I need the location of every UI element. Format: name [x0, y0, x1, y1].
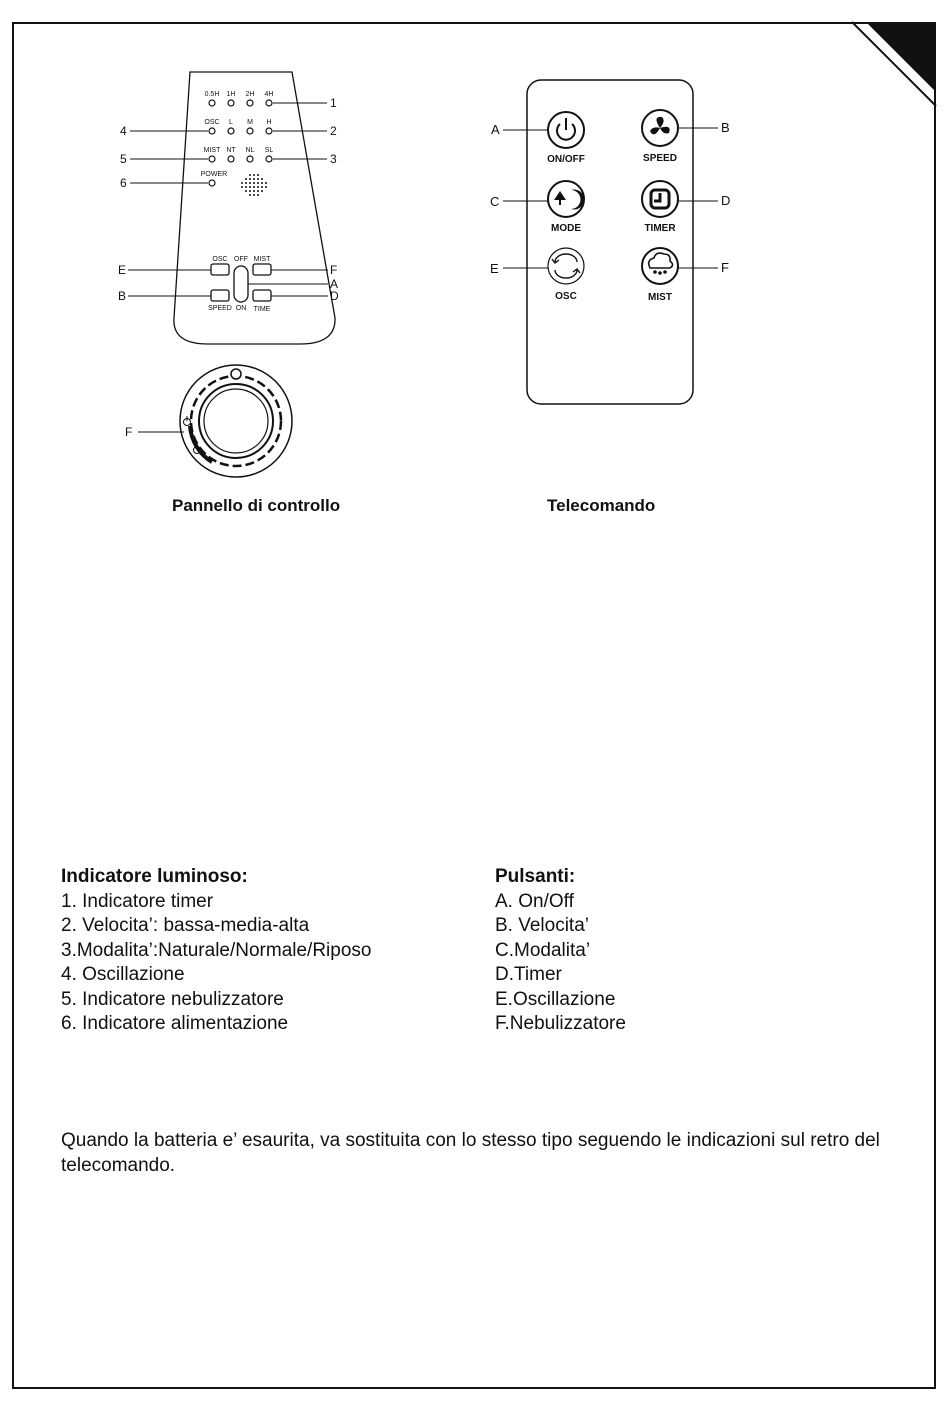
list-item: 2. Velocita’: bassa-media-alta: [61, 915, 310, 936]
speed-label: SPEED: [208, 305, 232, 312]
led-label: NT: [226, 147, 236, 154]
remote-callouts: [490, 120, 730, 276]
callout-5: 5: [120, 152, 127, 166]
led-label: NL: [245, 147, 255, 154]
on-off-label: ON/OFF: [547, 154, 585, 165]
timer-label: TIMER: [644, 223, 676, 234]
callout-knob-f: F: [125, 425, 133, 439]
panel-caption: Pannello di controllo: [172, 496, 341, 515]
speaker-grille: [241, 174, 267, 196]
callout-f: F: [330, 263, 338, 277]
led-label: M: [247, 119, 253, 126]
callout-1: 1: [330, 96, 337, 110]
callout-e: E: [118, 263, 127, 277]
led-label: 4H: [264, 91, 274, 98]
power-led-label: POWER: [200, 171, 228, 178]
diagram-figure: [0, 0, 950, 530]
led-label: SL: [264, 147, 274, 154]
mist-button: [253, 264, 271, 275]
callout-e: E: [490, 261, 499, 276]
osc-label: OSC: [212, 256, 228, 263]
time-label: TIME: [253, 306, 271, 313]
osc-label: OSC: [555, 291, 577, 302]
callout-b: B: [721, 120, 730, 135]
led-label: 1H: [226, 91, 236, 98]
callout-b: B: [118, 289, 127, 303]
list-item: 6. Indicatore alimentazione: [61, 1013, 289, 1034]
callout-d: D: [721, 193, 731, 208]
callout-3: 3: [330, 152, 337, 166]
timer-led-labels: [205, 91, 274, 98]
battery-note: Quando la batteria e’ esaurita, va sostituita con lo stesso tipo seguendo le indicazioni sul retro del telecomando.: [61, 1130, 880, 1176]
panel-buttons[interactable]: [211, 264, 271, 302]
mode-led-labels: [204, 147, 274, 154]
mode-button: [548, 181, 584, 217]
callout-4: 4: [120, 124, 127, 138]
list-item: B. Velocita’: [495, 915, 589, 936]
list-item: C.Modalita’: [495, 939, 591, 961]
led-callout-lines: [130, 103, 327, 183]
callout-d: D: [330, 289, 339, 303]
callout-f: F: [721, 260, 729, 275]
osc-button: [211, 264, 229, 275]
off-label: OFF: [234, 256, 248, 263]
led-label: L: [229, 119, 233, 126]
buttons-list: [495, 865, 626, 1037]
indicators-heading: Indicatore luminoso:: [61, 866, 248, 887]
led-label: H: [266, 119, 272, 126]
mist-label: MIST: [253, 256, 271, 263]
led-label: MIST: [203, 147, 221, 154]
list-item: E.Oscillazione: [495, 988, 616, 1010]
led-label: 0.5H: [204, 91, 220, 98]
callout-2: 2: [330, 124, 337, 138]
buttons-heading: Pulsanti:: [495, 866, 576, 887]
on-off-switch: [234, 266, 248, 302]
list-item: A. On/Off: [495, 890, 574, 912]
callout-a: A: [491, 122, 500, 137]
control-knob[interactable]: [180, 365, 292, 477]
list-item: D.Timer: [495, 964, 562, 985]
mode-label: MODE: [551, 223, 581, 234]
callout-a: A: [330, 277, 339, 291]
mist-label: MIST: [648, 292, 672, 303]
callout-6: 6: [120, 176, 127, 190]
on-label: ON: [235, 305, 247, 312]
list-item: F.Nebulizzatore: [495, 1013, 626, 1034]
speed-label: SPEED: [643, 153, 677, 164]
control-panel: [174, 72, 338, 344]
list-item: 1. Indicatore timer: [61, 890, 214, 912]
callout-c: C: [490, 194, 500, 209]
led-label: OSC: [204, 119, 220, 126]
remote-callout-lines: [503, 128, 718, 268]
remote-caption: Telecomando: [547, 496, 656, 515]
indicators-list: [61, 865, 371, 1037]
led-label: 2H: [245, 91, 255, 98]
list-item: 3.Modalita’:Naturale/Normale/Riposo: [61, 939, 372, 961]
speed-led-labels: [204, 119, 271, 126]
list-item: 5. Indicatore nebulizzatore: [61, 988, 284, 1010]
time-button: [253, 290, 271, 301]
list-item: 4. Oscillazione: [61, 964, 185, 985]
speed-button: [211, 290, 229, 301]
